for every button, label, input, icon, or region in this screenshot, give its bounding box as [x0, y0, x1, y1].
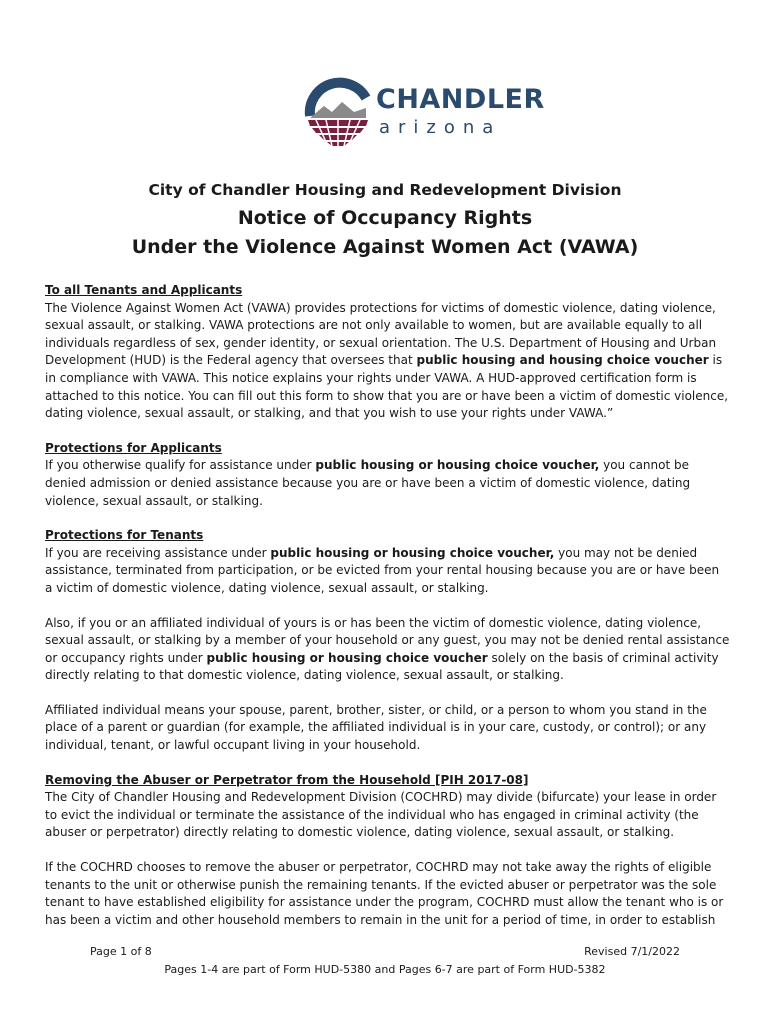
paragraph-text: solely on the basis of criminal activity directly relating to that domestic violence, dating violence, sexual assault, or stalking.	[45, 650, 719, 683]
paragraph-bold-text: public housing or housing choice voucher,	[315, 458, 600, 473]
section-removing-abuser	[45, 772, 730, 842]
paragraph-text: is in compliance with VAWA. This notice explains your rights under VAWA. A HUD-approved certification form is attached to this notice. You can fill out this form to show that you are or have been a victim of domestic violence, dating violence, sexual assault, or stalking, and that you wish to use your rights under VAWA.”	[45, 353, 729, 421]
revision-date: Revised 7/1/2022	[584, 945, 680, 958]
section-paragraph	[45, 457, 730, 510]
paragraph-text: The Violence Against Women Act (VAWA) provides protections for victims of domestic violence, dating violence, sexual assault, or stalking. VAWA protections are not only available to women, but are available equally to all individuals regardless of sex, gender identity, or sexual orientation. The U.S. Department of Housing and Urban Development (HUD) is the Federal agency that oversees that	[45, 300, 717, 368]
paragraph-text: Also, if you or an affiliated individual of yours is or has been the victim of domestic violence, dating violence, sexual assault, or stalking by a member of your household or any guest, you may not be denied rental assistance or occupancy rights under	[45, 615, 730, 665]
paragraph-bold-text: public housing or housing choice voucher	[206, 650, 488, 665]
paragraph-text: you cannot be denied admission or denied assistance because you are or have been a victim of domestic violence, dating violence, sexual assault, or stalking.	[45, 458, 691, 508]
section-heading: Protections for Applicants	[45, 440, 222, 455]
section-tenants-applicants	[45, 282, 730, 423]
paragraph-cochrd-removal: If the COCHRD chooses to remove the abuser or perpetrator, COCHRD may not take away the rights of eligible tenants to the unit or otherwise punish the remaining tenants. If the evicted abuser or perpetrator was the sole tenant to have established eligibility for assistance under the program, COCHRD must allow the tenant who is or has been a victim and other household members to remain in the unit for a period of time, in order to establish	[45, 860, 724, 927]
chandler-logo	[302, 72, 545, 152]
logo-wordmark-chandler: CHANDLER	[376, 84, 545, 115]
form-note: Pages 1-4 are part of Form HUD-5380 and Pages 6-7 are part of Form HUD-5382	[164, 963, 606, 976]
paragraph-bold-text: public housing and housing choice voucher	[416, 353, 709, 368]
section-protections-tenants	[45, 527, 730, 597]
section-paragraph	[45, 300, 730, 423]
division-title: City of Chandler Housing and Redevelopment Division	[148, 181, 622, 199]
paragraph-text: If you otherwise qualify for assistance under	[45, 458, 316, 473]
notice-subtitle: Under the Violence Against Women Act (VAWA)	[131, 236, 639, 258]
section-protections-applicants	[45, 440, 730, 510]
paragraph-affiliated-definition: Affiliated individual means your spouse, parent, brother, sister, or child, or a person to whom you stand in the place of a parent or guardian (for example, the affiliated individual is in your care, custody, or control); or any individual, tenant, or lawful occupant living in your household.	[45, 702, 707, 753]
paragraph-text: you may not be denied assistance, terminated from participation, or be evicted from your rental housing because you are or have been a victim of domestic violence, dating violence, sexual assault, or stalking.	[45, 545, 720, 595]
notice-body	[45, 282, 730, 946]
section-heading: Removing the Abuser or Perpetrator from the Household [PIH 2017-08]	[45, 772, 529, 787]
paragraph-text: If you are receiving assistance under	[45, 545, 271, 560]
section-heading: Protections for Tenants	[45, 528, 204, 543]
section-heading: To all Tenants and Applicants	[45, 283, 243, 297]
section-paragraph	[45, 545, 730, 598]
chandler-logo-icon	[302, 72, 374, 148]
paragraph-bold-text: public housing or housing choice voucher,	[270, 545, 555, 560]
notice-title: Notice of Occupancy Rights	[237, 207, 533, 229]
page-number: Page 1 of 8	[90, 945, 152, 958]
section-paragraph: The City of Chandler Housing and Redevelopment Division (COCHRD) may divide (bifurcate) your lease in order to evict the individual or terminate the assistance of the individual who has engaged in criminal activity (the abuser or perpetrator) directly relating to domestic violence, dating violence, sexual assault, or stalking.	[45, 790, 717, 840]
paragraph-affiliated-victim	[45, 615, 730, 685]
logo-wordmark-arizona: arizona	[379, 117, 502, 138]
